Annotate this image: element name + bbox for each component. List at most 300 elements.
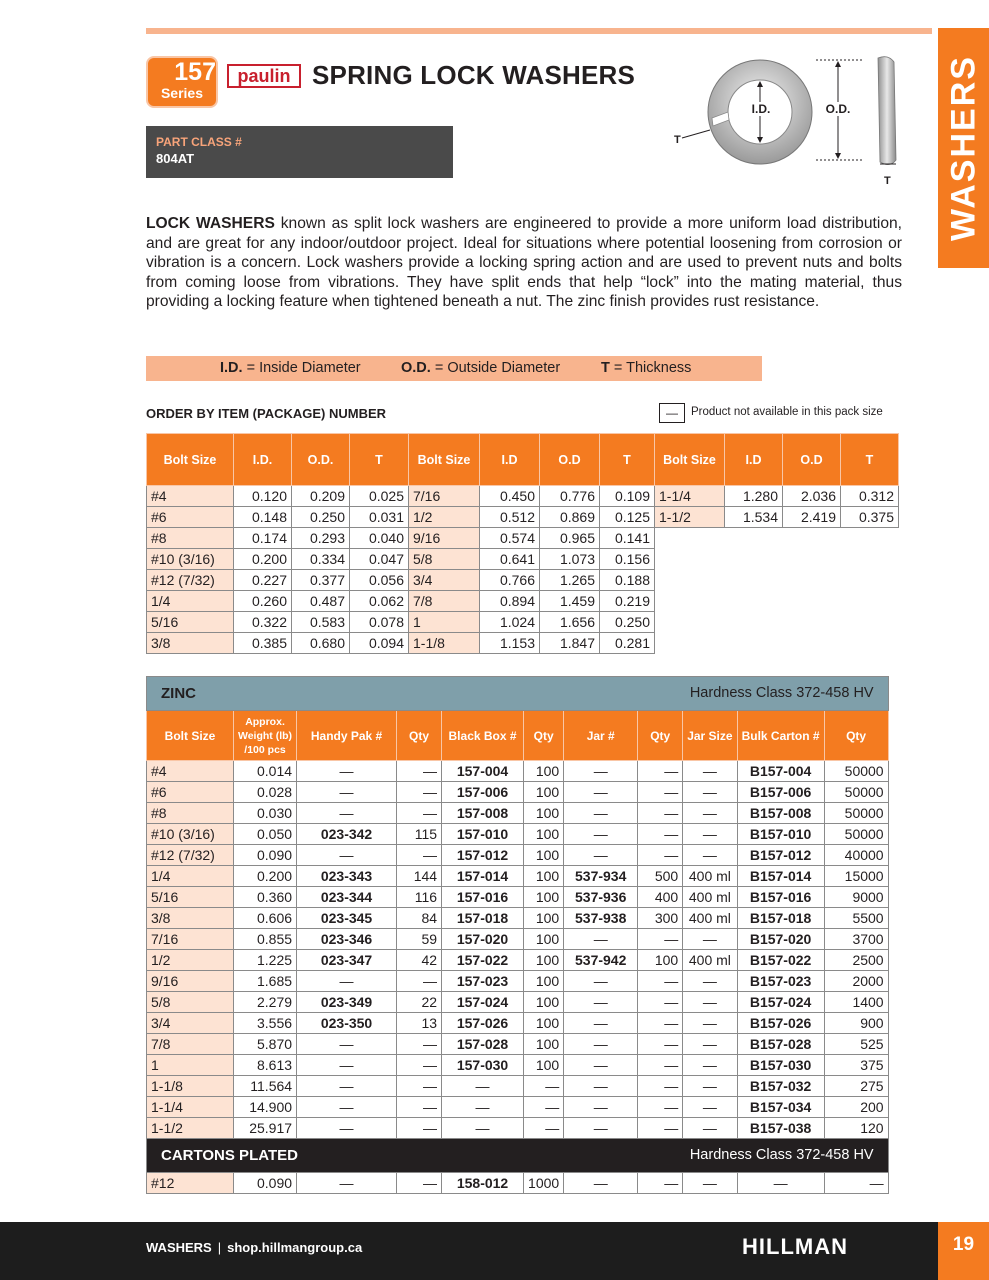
spec-cell <box>655 633 725 654</box>
spec-row <box>147 507 899 528</box>
zinc-cell: 115 <box>397 824 442 845</box>
spec-cell <box>725 591 783 612</box>
spec-cell <box>841 591 899 612</box>
zinc-cell: — <box>397 1055 442 1076</box>
zinc-cell: B157-016 <box>737 887 824 908</box>
zinc-cell: B157-006 <box>737 782 824 803</box>
zinc-cell: B157-024 <box>737 992 824 1013</box>
page-number: 19 <box>952 1234 975 1255</box>
section-side-tab <box>938 28 989 268</box>
zinc-cell: — <box>638 824 683 845</box>
zinc-cell: — <box>683 761 737 782</box>
zinc-cell: #12 <box>147 1173 234 1194</box>
spec-cell: 0.047 <box>350 549 409 570</box>
zinc-cell: — <box>564 971 638 992</box>
spec-cell <box>655 528 725 549</box>
zinc-cell: 0.200 <box>234 866 297 887</box>
spec-cell: 0.250 <box>292 507 350 528</box>
spec-cell: 2.036 <box>783 486 841 507</box>
footer-divider: | <box>217 1240 222 1255</box>
col-qty-bulk: Qty <box>824 711 888 761</box>
spec-cell: 3/4 <box>409 570 480 591</box>
zinc-cell: 0.090 <box>234 845 297 866</box>
zinc-cell: 3700 <box>824 929 888 950</box>
series-label: Series <box>160 85 204 101</box>
spec-row <box>147 528 899 549</box>
zinc-cell: 0.606 <box>234 908 297 929</box>
zinc-cell: 1-1/8 <box>147 1076 234 1097</box>
spec-cell: 0.766 <box>480 570 540 591</box>
zinc-cell: 157-020 <box>442 929 524 950</box>
spec-cell: 9/16 <box>409 528 480 549</box>
col-qty-handy: Qty <box>397 711 442 761</box>
spec-cell: 7/8 <box>409 591 480 612</box>
spec-cell: 0.062 <box>350 591 409 612</box>
zinc-cell: — <box>683 929 737 950</box>
zinc-cell: 157-014 <box>442 866 524 887</box>
spec-cell <box>655 612 725 633</box>
t-side-label: T <box>884 175 891 187</box>
zinc-cell: 2000 <box>824 971 888 992</box>
zinc-cell: 3/4 <box>147 1013 234 1034</box>
zinc-cell: 144 <box>397 866 442 887</box>
spec-row <box>147 549 899 570</box>
col-weight: Approx. Weight (lb) /100 pcs <box>234 711 297 761</box>
zinc-cell: 100 <box>524 803 564 824</box>
cartons-hardness: Hardness Class 372-458 HV <box>689 1147 874 1163</box>
zinc-cell: — <box>524 1097 564 1118</box>
zinc-cell: B157-010 <box>737 824 824 845</box>
col-bolt-size: Bolt Size <box>147 711 234 761</box>
col-black-box: Black Box # <box>442 711 524 761</box>
col-jar: Jar # <box>564 711 638 761</box>
spec-cell: 0.965 <box>540 528 600 549</box>
order-heading: ORDER BY ITEM (PACKAGE) NUMBER <box>146 406 387 421</box>
zinc-cell: — <box>397 971 442 992</box>
zinc-cell: 400 ml <box>683 950 737 971</box>
zinc-cell: — <box>564 1034 638 1055</box>
zinc-cell: — <box>397 1076 442 1097</box>
zinc-hardness: Hardness Class 372-458 HV <box>689 685 874 701</box>
series-badge <box>146 56 218 108</box>
spec-cell: 1.847 <box>540 633 600 654</box>
spec-cell: 0.334 <box>292 549 350 570</box>
spec-cell: 0.031 <box>350 507 409 528</box>
zinc-cell: 100 <box>524 845 564 866</box>
zinc-cell: 537-934 <box>564 866 638 887</box>
zinc-cell: — <box>297 782 397 803</box>
zinc-cell: — <box>564 1055 638 1076</box>
zinc-cell: — <box>638 1013 683 1034</box>
spec-cell: 0.680 <box>292 633 350 654</box>
spec-cell: 0.156 <box>600 549 655 570</box>
spec-cell: 1.280 <box>725 486 783 507</box>
footer-text <box>146 1240 362 1255</box>
zinc-cell: 157-026 <box>442 1013 524 1034</box>
zinc-cell: — <box>683 803 737 824</box>
dimension-spec-table <box>146 433 899 654</box>
zinc-cell: B157-038 <box>737 1118 824 1139</box>
zinc-cell: — <box>638 761 683 782</box>
zinc-cell: 157-004 <box>442 761 524 782</box>
zinc-ordering-table <box>146 676 889 1194</box>
zinc-cell: — <box>683 1173 737 1194</box>
zinc-title: ZINC <box>161 685 196 702</box>
spec-cell <box>783 591 841 612</box>
zinc-cell: 300 <box>638 908 683 929</box>
zinc-cell: #4 <box>147 761 234 782</box>
spec-cell <box>783 633 841 654</box>
legend-id: I.D. = Inside Diameter <box>220 360 361 376</box>
zinc-cell: 023-345 <box>297 908 397 929</box>
legend-t: T = Thickness <box>601 360 692 376</box>
zinc-row <box>147 908 889 929</box>
spec-cell <box>841 570 899 591</box>
spec-header-cell: I.D <box>480 434 540 486</box>
zinc-row <box>147 803 889 824</box>
zinc-cell: 2500 <box>824 950 888 971</box>
zinc-cell: — <box>524 1076 564 1097</box>
spec-cell: 0.109 <box>600 486 655 507</box>
spec-cell <box>783 528 841 549</box>
zinc-cell: — <box>564 803 638 824</box>
hillman-logo: HILLMAN <box>742 1234 848 1259</box>
zinc-cell: — <box>564 824 638 845</box>
zinc-cell: B157-028 <box>737 1034 824 1055</box>
zinc-cell: 1.225 <box>234 950 297 971</box>
zinc-row <box>147 950 889 971</box>
spec-cell: 1.265 <box>540 570 600 591</box>
zinc-cell: — <box>297 971 397 992</box>
zinc-row <box>147 1118 889 1139</box>
zinc-cell: — <box>564 1076 638 1097</box>
washer-diagram <box>666 52 910 192</box>
not-available-note: Product not available in this pack size <box>691 406 883 418</box>
zinc-cell: 1/4 <box>147 866 234 887</box>
spec-cell: 1.459 <box>540 591 600 612</box>
zinc-cell: — <box>564 1013 638 1034</box>
zinc-cell: 537-938 <box>564 908 638 929</box>
zinc-cell: 023-342 <box>297 824 397 845</box>
footer-url[interactable]: shop.hillmangroup.ca <box>227 1240 363 1255</box>
zinc-cell: 116 <box>397 887 442 908</box>
zinc-cell: — <box>397 1173 442 1194</box>
spec-header-cell: T <box>841 434 899 486</box>
zinc-cell: — <box>442 1076 524 1097</box>
zinc-cell: B157-004 <box>737 761 824 782</box>
zinc-cell: 100 <box>638 950 683 971</box>
zinc-row <box>147 1034 889 1055</box>
zinc-cell: — <box>638 1076 683 1097</box>
zinc-cell: 157-018 <box>442 908 524 929</box>
zinc-cell: 537-942 <box>564 950 638 971</box>
col-qty-box: Qty <box>524 711 564 761</box>
zinc-cell: 0.855 <box>234 929 297 950</box>
spec-header-cell: T <box>600 434 655 486</box>
col-jar-size: Jar Size <box>683 711 737 761</box>
zinc-row <box>147 971 889 992</box>
zinc-cell: — <box>638 1118 683 1139</box>
zinc-cell: 1/2 <box>147 950 234 971</box>
zinc-cell: B157-026 <box>737 1013 824 1034</box>
zinc-cell: 100 <box>524 866 564 887</box>
zinc-row <box>147 866 889 887</box>
zinc-cell: 7/8 <box>147 1034 234 1055</box>
spec-cell: 0.487 <box>292 591 350 612</box>
zinc-cell: 100 <box>524 824 564 845</box>
spec-row <box>147 570 899 591</box>
spec-cell <box>725 549 783 570</box>
not-available-symbol: — <box>659 403 685 423</box>
zinc-cell: — <box>397 845 442 866</box>
zinc-cell: — <box>564 992 638 1013</box>
zinc-cell: 14.900 <box>234 1097 297 1118</box>
spec-header-cell: I.D. <box>234 434 292 486</box>
zinc-cell: 157-024 <box>442 992 524 1013</box>
spec-cell <box>655 591 725 612</box>
spec-cell: #6 <box>147 507 234 528</box>
spec-cell: 0.141 <box>600 528 655 549</box>
col-handy-pak: Handy Pak # <box>297 711 397 761</box>
zinc-cell: — <box>442 1097 524 1118</box>
zinc-cell: 15000 <box>824 866 888 887</box>
spec-cell <box>655 570 725 591</box>
intro-lead: LOCK WASHERS <box>146 215 275 232</box>
zinc-cell: 023-343 <box>297 866 397 887</box>
zinc-cell: 9/16 <box>147 971 234 992</box>
page-number-box <box>938 1222 989 1280</box>
zinc-cell: 42 <box>397 950 442 971</box>
svg-text:paulin: paulin <box>237 66 291 86</box>
spec-header-cell: Bolt Size <box>147 434 234 486</box>
spec-cell: 5/16 <box>147 612 234 633</box>
zinc-cell: 5500 <box>824 908 888 929</box>
zinc-header-row <box>147 711 889 761</box>
zinc-cell: — <box>297 1034 397 1055</box>
spec-header-cell: O.D <box>540 434 600 486</box>
zinc-cell: 7/16 <box>147 929 234 950</box>
abbreviation-legend <box>146 356 762 381</box>
zinc-section-header <box>147 677 889 711</box>
zinc-cell: — <box>737 1173 824 1194</box>
zinc-cell: 375 <box>824 1055 888 1076</box>
zinc-cell: B157-018 <box>737 908 824 929</box>
spec-cell: 1.656 <box>540 612 600 633</box>
zinc-cell: — <box>397 1034 442 1055</box>
zinc-cell: 157-016 <box>442 887 524 908</box>
spec-cell: 0.894 <box>480 591 540 612</box>
od-label: O.D. <box>825 102 851 116</box>
zinc-cell: B157-030 <box>737 1055 824 1076</box>
zinc-cell: 275 <box>824 1076 888 1097</box>
spec-cell <box>841 633 899 654</box>
t-label: T <box>674 134 681 146</box>
zinc-cell: 0.028 <box>234 782 297 803</box>
spec-header-cell: Bolt Size <box>409 434 480 486</box>
spec-cell: 0.094 <box>350 633 409 654</box>
zinc-cell: 1-1/4 <box>147 1097 234 1118</box>
zinc-cell: 023-350 <box>297 1013 397 1034</box>
spec-cell: 0.250 <box>600 612 655 633</box>
footer-section: WASHERS <box>146 1240 212 1255</box>
zinc-cell: — <box>638 1034 683 1055</box>
zinc-cell: 157-028 <box>442 1034 524 1055</box>
spec-cell <box>725 612 783 633</box>
zinc-cell: — <box>297 845 397 866</box>
zinc-cell: — <box>397 1118 442 1139</box>
zinc-cell: — <box>683 845 737 866</box>
spec-cell: #12 (7/32) <box>147 570 234 591</box>
spec-cell: 0.312 <box>841 486 899 507</box>
paulin-logo <box>227 61 301 91</box>
zinc-cell: 100 <box>524 1055 564 1076</box>
zinc-cell: — <box>683 1034 737 1055</box>
zinc-cell: 100 <box>524 971 564 992</box>
col-qty-jar: Qty <box>638 711 683 761</box>
zinc-cell: 537-936 <box>564 887 638 908</box>
zinc-cell: — <box>638 929 683 950</box>
part-class-value: 804AT <box>156 151 195 166</box>
zinc-cell: 023-349 <box>297 992 397 1013</box>
zinc-cell: 157-022 <box>442 950 524 971</box>
zinc-cell: — <box>638 845 683 866</box>
zinc-cell: 5/16 <box>147 887 234 908</box>
spec-cell: 0.869 <box>540 507 600 528</box>
zinc-cell: — <box>297 803 397 824</box>
zinc-cell: 100 <box>524 929 564 950</box>
zinc-cell: 1-1/2 <box>147 1118 234 1139</box>
zinc-row <box>147 761 889 782</box>
zinc-cell: 0.014 <box>234 761 297 782</box>
zinc-cell: 157-008 <box>442 803 524 824</box>
spec-cell <box>725 570 783 591</box>
zinc-cell: — <box>564 782 638 803</box>
spec-cell: 0.375 <box>841 507 899 528</box>
zinc-cell: — <box>397 782 442 803</box>
zinc-cell: 50000 <box>824 803 888 824</box>
zinc-cell: 157-023 <box>442 971 524 992</box>
id-label: I.D. <box>751 102 771 116</box>
zinc-cell: — <box>297 761 397 782</box>
spec-cell: 0.120 <box>234 486 292 507</box>
spec-cell: 1.534 <box>725 507 783 528</box>
zinc-row <box>147 1173 889 1194</box>
zinc-cell: 100 <box>524 782 564 803</box>
zinc-cell: 2.279 <box>234 992 297 1013</box>
spec-cell: 1/2 <box>409 507 480 528</box>
zinc-cell: 5.870 <box>234 1034 297 1055</box>
zinc-cell: B157-014 <box>737 866 824 887</box>
spec-cell: 0.200 <box>234 549 292 570</box>
spec-cell: 1-1/4 <box>655 486 725 507</box>
zinc-cell: — <box>638 1055 683 1076</box>
spec-cell: 0.512 <box>480 507 540 528</box>
spec-cell <box>783 612 841 633</box>
spec-cell: 0.219 <box>600 591 655 612</box>
spec-header-cell: Bolt Size <box>655 434 725 486</box>
zinc-cell: — <box>564 929 638 950</box>
zinc-cell: 158-012 <box>442 1173 524 1194</box>
spec-cell: 7/16 <box>409 486 480 507</box>
zinc-cell: 525 <box>824 1034 888 1055</box>
zinc-cell: B157-032 <box>737 1076 824 1097</box>
spec-cell <box>841 528 899 549</box>
zinc-cell: 50000 <box>824 782 888 803</box>
washer-side-view <box>878 57 896 165</box>
zinc-cell: — <box>638 1173 683 1194</box>
spec-cell: 0.322 <box>234 612 292 633</box>
zinc-cell: B157-012 <box>737 845 824 866</box>
intro-paragraph <box>146 214 902 312</box>
spec-cell: 1/4 <box>147 591 234 612</box>
zinc-cell: — <box>638 971 683 992</box>
zinc-cell: — <box>397 803 442 824</box>
zinc-cell: 900 <box>824 1013 888 1034</box>
zinc-cell: #10 (3/16) <box>147 824 234 845</box>
zinc-cell: B157-020 <box>737 929 824 950</box>
zinc-cell: 400 ml <box>683 908 737 929</box>
spec-cell: 0.227 <box>234 570 292 591</box>
col-bulk-carton: Bulk Carton # <box>737 711 824 761</box>
zinc-cell: 100 <box>524 1034 564 1055</box>
zinc-cell: — <box>824 1173 888 1194</box>
zinc-cell: 13 <box>397 1013 442 1034</box>
spec-cell <box>655 549 725 570</box>
spec-cell: 1-1/8 <box>409 633 480 654</box>
zinc-cell: — <box>564 1118 638 1139</box>
zinc-cell: 400 <box>638 887 683 908</box>
zinc-cell: 8.613 <box>234 1055 297 1076</box>
zinc-cell: #8 <box>147 803 234 824</box>
spec-header-cell: O.D. <box>292 434 350 486</box>
zinc-cell: 3/8 <box>147 908 234 929</box>
zinc-cell: — <box>297 1076 397 1097</box>
zinc-cell: 100 <box>524 950 564 971</box>
spec-cell: #10 (3/16) <box>147 549 234 570</box>
zinc-cell: 023-344 <box>297 887 397 908</box>
zinc-cell: — <box>683 1055 737 1076</box>
zinc-row <box>147 1055 889 1076</box>
zinc-cell: 100 <box>524 992 564 1013</box>
zinc-cell: — <box>683 1118 737 1139</box>
zinc-cell: B157-034 <box>737 1097 824 1118</box>
part-class-box <box>146 126 453 178</box>
zinc-cell: 023-346 <box>297 929 397 950</box>
zinc-cell: 50000 <box>824 824 888 845</box>
zinc-cell: 023-347 <box>297 950 397 971</box>
zinc-row <box>147 782 889 803</box>
zinc-cell: 22 <box>397 992 442 1013</box>
zinc-cell: #12 (7/32) <box>147 845 234 866</box>
side-tab-label: WASHERS <box>944 55 982 241</box>
spec-cell: 2.419 <box>783 507 841 528</box>
zinc-cell: 157-006 <box>442 782 524 803</box>
spec-cell: #4 <box>147 486 234 507</box>
zinc-row <box>147 1013 889 1034</box>
zinc-cell: 5/8 <box>147 992 234 1013</box>
spec-cell: 0.377 <box>292 570 350 591</box>
part-class-label: PART CLASS # <box>156 135 242 149</box>
cartons-section-header <box>147 1139 889 1173</box>
spec-row <box>147 612 899 633</box>
spec-cell: 1 <box>409 612 480 633</box>
spec-cell: 0.583 <box>292 612 350 633</box>
zinc-cell: — <box>297 1118 397 1139</box>
zinc-cell: — <box>564 1173 638 1194</box>
zinc-cell: — <box>442 1118 524 1139</box>
zinc-cell: — <box>397 761 442 782</box>
spec-cell: 0.025 <box>350 486 409 507</box>
